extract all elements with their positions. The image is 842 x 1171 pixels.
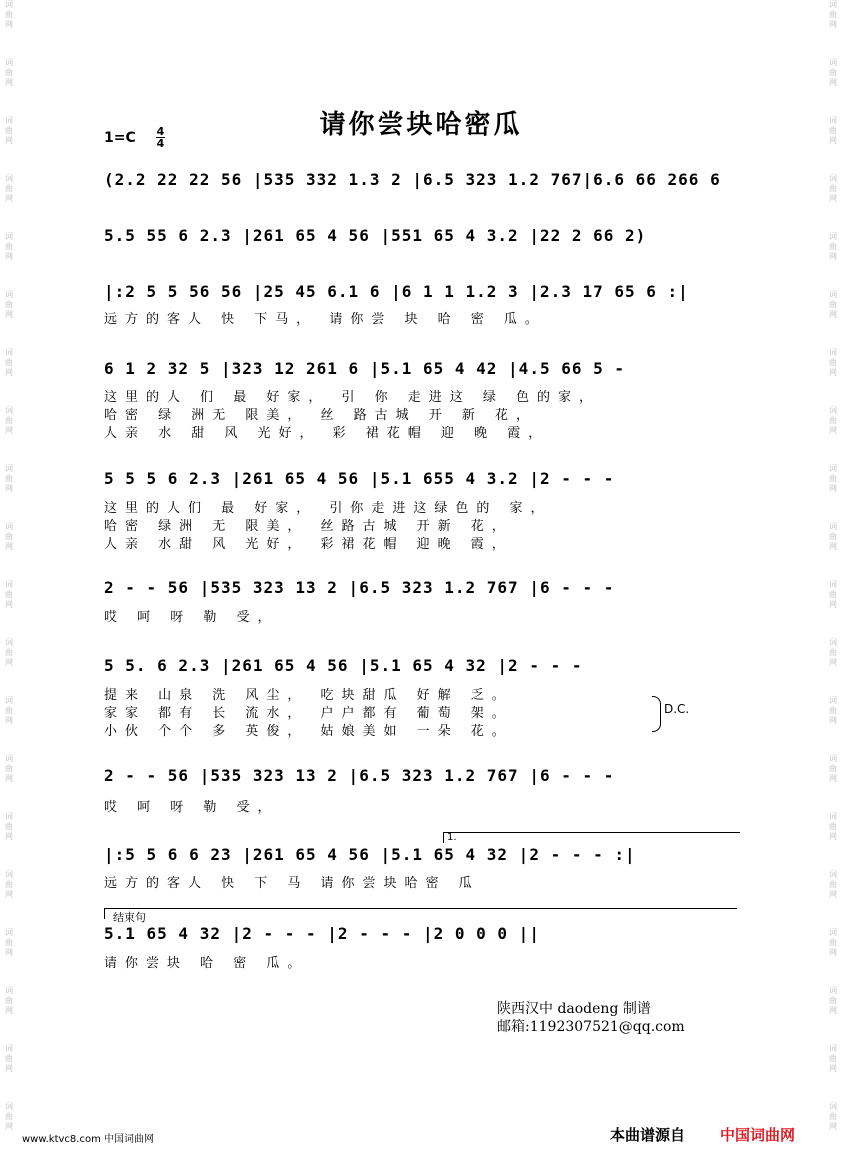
watermark-char: 曲 [5, 10, 13, 19]
watermark-char: 曲 [5, 764, 13, 773]
watermark-char: 词 [5, 116, 13, 125]
da-capo-mark: D.C. [664, 702, 690, 716]
watermark-char: 网 [829, 78, 837, 87]
watermark-char: 网 [829, 484, 837, 493]
notation-text: 5.1 65 4 32 |2 - - - |2 - - - |2 0 0 0 || [104, 924, 540, 943]
watermark-char: 曲 [829, 1112, 837, 1121]
watermark-char: 曲 [5, 416, 13, 425]
watermark-char: 网 [829, 948, 837, 957]
watermark-char: 网 [5, 1006, 13, 1015]
watermark-char: 网 [5, 252, 13, 261]
watermark-char: 词 [5, 522, 13, 531]
watermark-char: 词 [5, 1044, 13, 1053]
watermark-char: 词 [829, 522, 837, 531]
watermark-char: 曲 [829, 416, 837, 425]
credit-author: 陕西汉中 daodeng 制谱 [497, 1001, 651, 1017]
lyric-brace [652, 696, 661, 732]
watermark-char: 词 [5, 348, 13, 357]
watermark-char: 词 [829, 638, 837, 647]
watermark-char: 曲 [829, 764, 837, 773]
notation-text: |:2 5 5 56 56 |25 45 6.1 6 |6 1 1 1.2 3 |2.3 17 65 6 :| [104, 282, 689, 301]
key-signature: 1=C [104, 130, 136, 146]
watermark-char: 词 [829, 406, 837, 415]
coda-bracket [104, 908, 737, 924]
watermark-char: 网 [829, 658, 837, 667]
watermark-char: 曲 [5, 1054, 13, 1063]
watermark-char: 曲 [829, 126, 837, 135]
lyric-line: 人亲 水 甜 风 光好， 彩 裙花帽 迎 晚 霞， [104, 426, 550, 441]
watermark-char: 曲 [829, 1054, 837, 1063]
notation-line-1 [104, 170, 744, 200]
watermark-char: 网 [829, 832, 837, 841]
watermark-char: 网 [5, 136, 13, 145]
watermark-char: 曲 [829, 300, 837, 309]
notation-line-4 [104, 359, 744, 389]
notation-text: 6 1 2 32 5 |323 12 261 6 |5.1 65 4 42 |4.5 66 5 - [104, 359, 626, 378]
watermark-char: 网 [829, 368, 837, 377]
lyric-line: 哎 呵 呀 勒 受， [104, 800, 279, 815]
watermark-char: 网 [5, 20, 13, 29]
watermark-char: 词 [829, 870, 837, 879]
watermark-char: 曲 [5, 880, 13, 889]
watermark-char: 词 [829, 348, 837, 357]
watermark-char: 曲 [829, 938, 837, 947]
lyric-line: 远方的客人 快 下马， 请你尝 块 哈 密 瓜。 [104, 312, 546, 327]
watermark-char: 网 [5, 774, 13, 783]
watermark-char: 网 [5, 194, 13, 203]
watermark-char: 词 [5, 290, 13, 299]
watermark-char: 词 [829, 0, 837, 9]
watermark-char: 网 [829, 20, 837, 29]
watermark-char: 词 [5, 812, 13, 821]
watermark-char: 网 [829, 1006, 837, 1015]
watermark-char: 曲 [829, 68, 837, 77]
watermark-char: 曲 [829, 822, 837, 831]
time-bottom: 4 [156, 137, 165, 150]
watermark-char: 曲 [5, 706, 13, 715]
notation-text: 5.5 55 6 2.3 |261 65 4 56 |551 65 4 3.2 |22 2 66 2) [104, 226, 647, 245]
watermark-char: 词 [829, 812, 837, 821]
watermark-char: 词 [5, 754, 13, 763]
watermark-char: 词 [829, 1102, 837, 1111]
watermark-char: 曲 [829, 358, 837, 367]
watermark-char: 网 [829, 1122, 837, 1131]
watermark-char: 词 [829, 232, 837, 241]
watermark-char: 网 [829, 542, 837, 551]
notation-text: |:5 5 6 6 23 |261 65 4 56 |5.1 65 4 32 |2 - - - :| [104, 845, 636, 864]
watermark-char: 网 [5, 716, 13, 725]
time-top: 4 [156, 125, 165, 138]
lyric-line: 小伙 个个 多 英俊， 姑娘美如 一朵 花。 [104, 724, 513, 739]
watermark-char: 曲 [5, 996, 13, 1005]
watermark-char: 网 [5, 948, 13, 957]
watermark-char: 曲 [5, 938, 13, 947]
lyric-line: 提来 山泉 洗 风尘， 吃块甜瓜 好解 乏。 [104, 688, 513, 703]
watermark-char: 曲 [5, 1112, 13, 1121]
watermark-char: 网 [5, 426, 13, 435]
lyric-line: 人亲 水甜 风 光好， 彩裙花帽 迎晚 霞， [104, 537, 513, 552]
lyric-line: 哎 呵 呀 勒 受， [104, 610, 279, 625]
lyric-line: 请你尝块 哈 密 瓜。 [104, 956, 309, 971]
first-ending-bracket [443, 832, 740, 843]
watermark-char: 词 [829, 464, 837, 473]
notation-text: 5 5 5 6 2.3 |261 65 4 56 |5.1 655 4 3.2 |2 - - - [104, 469, 615, 488]
watermark-char: 曲 [829, 880, 837, 889]
watermark-char: 词 [5, 580, 13, 589]
watermark-char: 曲 [5, 474, 13, 483]
watermark-char: 词 [5, 58, 13, 67]
notation-line-6 [104, 578, 744, 608]
credit [497, 1000, 685, 1036]
watermark-char: 词 [5, 0, 13, 9]
footer-source-site[interactable]: 中国词曲网 [720, 1126, 796, 1144]
watermark-char: 词 [5, 174, 13, 183]
notation-line-8 [104, 766, 744, 796]
notation-line-9 [104, 845, 744, 875]
watermark-char: 网 [5, 484, 13, 493]
watermark-char: 网 [829, 194, 837, 203]
watermark-char: 词 [5, 464, 13, 473]
watermark-char: 词 [5, 986, 13, 995]
watermark-char: 曲 [5, 532, 13, 541]
watermark-char: 词 [5, 1102, 13, 1111]
lyric-line: 这里的人们 最 好家， 引你走进这绿色的 家， [104, 501, 552, 516]
footer-site[interactable]: www.ktvc8.com 中国词曲网 [22, 1134, 155, 1145]
watermark-char: 词 [829, 754, 837, 763]
watermark-char: 曲 [5, 648, 13, 657]
watermark-char: 词 [829, 986, 837, 995]
watermark-char: 词 [829, 116, 837, 125]
notation-text: 5 5. 6 2.3 |261 65 4 56 |5.1 65 4 32 |2 - - - [104, 656, 583, 675]
watermark-char: 曲 [829, 648, 837, 657]
watermark-char: 网 [829, 774, 837, 783]
watermark-char: 词 [829, 58, 837, 67]
watermark-char: 词 [5, 406, 13, 415]
watermark-char: 网 [5, 310, 13, 319]
watermark-char: 网 [829, 890, 837, 899]
lyric-line: 远方的客人 快 下 马 请你尝块哈密 瓜 [104, 876, 480, 891]
watermark-char: 曲 [5, 68, 13, 77]
notation-line-5 [104, 469, 744, 499]
watermark-char: 网 [5, 368, 13, 377]
footer-source-label: 本曲谱源自 [610, 1126, 686, 1144]
coda-label: 结束句 [113, 911, 146, 924]
watermark-char: 网 [829, 600, 837, 609]
watermark-char: 曲 [829, 474, 837, 483]
watermark-char: 曲 [5, 590, 13, 599]
watermark-char: 词 [829, 1044, 837, 1053]
watermark-char: 曲 [829, 996, 837, 1005]
watermark-char: 网 [5, 600, 13, 609]
watermark-char: 网 [829, 426, 837, 435]
watermark-char: 网 [5, 658, 13, 667]
watermark-char: 网 [5, 1064, 13, 1073]
watermark-char: 曲 [5, 822, 13, 831]
watermark-char: 词 [829, 928, 837, 937]
watermark-char: 词 [5, 232, 13, 241]
watermark-char: 曲 [829, 532, 837, 541]
watermark-char: 词 [5, 696, 13, 705]
watermark-char: 词 [829, 290, 837, 299]
watermark-char: 网 [5, 832, 13, 841]
watermark-char: 词 [829, 174, 837, 183]
notation-line-2 [104, 226, 744, 256]
notation-line-10 [104, 924, 744, 954]
watermark-char: 网 [5, 78, 13, 87]
lyric-line: 家家 都有 长 流水， 户户都有 葡萄 架。 [104, 706, 513, 721]
watermark-char: 曲 [829, 184, 837, 193]
lyric-line: 哈密 绿 洲无 限美， 丝 路古城 开 新 花， [104, 408, 538, 423]
lyric-line: 这里的人 们 最 好家， 引 你 走进这 绿 色的家， [104, 390, 601, 405]
watermark-char: 词 [5, 870, 13, 879]
watermark-char: 词 [5, 928, 13, 937]
watermark-char: 曲 [829, 706, 837, 715]
notation-text: 2 - - 56 |535 323 13 2 |6.5 323 1.2 767 |6 - - - [104, 766, 615, 785]
watermark-char: 网 [829, 136, 837, 145]
notation-text: (2.2 22 22 56 |535 332 1.3 2 |6.5 323 1.2 767|6.6 66 266 6 [104, 170, 721, 189]
song-title: 请你尝块哈密瓜 [319, 110, 523, 140]
watermark-char: 曲 [5, 300, 13, 309]
notation-line-7 [104, 656, 744, 686]
watermark-char: 曲 [829, 590, 837, 599]
lyric-line: 哈密 绿洲 无 限美， 丝路古城 开新 花， [104, 519, 513, 534]
watermark-char: 曲 [829, 10, 837, 19]
watermark-char: 曲 [5, 242, 13, 251]
watermark-char: 词 [5, 638, 13, 647]
watermark-char: 曲 [5, 126, 13, 135]
first-ending-label: 1. [447, 832, 457, 843]
watermark-char: 网 [5, 542, 13, 551]
watermark-char: 网 [5, 890, 13, 899]
watermark-char: 词 [829, 696, 837, 705]
watermark-char: 曲 [5, 358, 13, 367]
watermark-char: 曲 [5, 184, 13, 193]
watermark-char: 网 [829, 1064, 837, 1073]
watermark-char: 网 [5, 1122, 13, 1131]
watermark-char: 词 [829, 580, 837, 589]
watermark-char: 网 [829, 716, 837, 725]
watermark-char: 网 [829, 310, 837, 319]
watermark-char: 网 [829, 252, 837, 261]
watermark-char: 曲 [829, 242, 837, 251]
notation-text: 2 - - 56 |535 323 13 2 |6.5 323 1.2 767 |6 - - - [104, 578, 615, 597]
credit-email: 邮箱:1192307521@qq.com [497, 1019, 685, 1035]
